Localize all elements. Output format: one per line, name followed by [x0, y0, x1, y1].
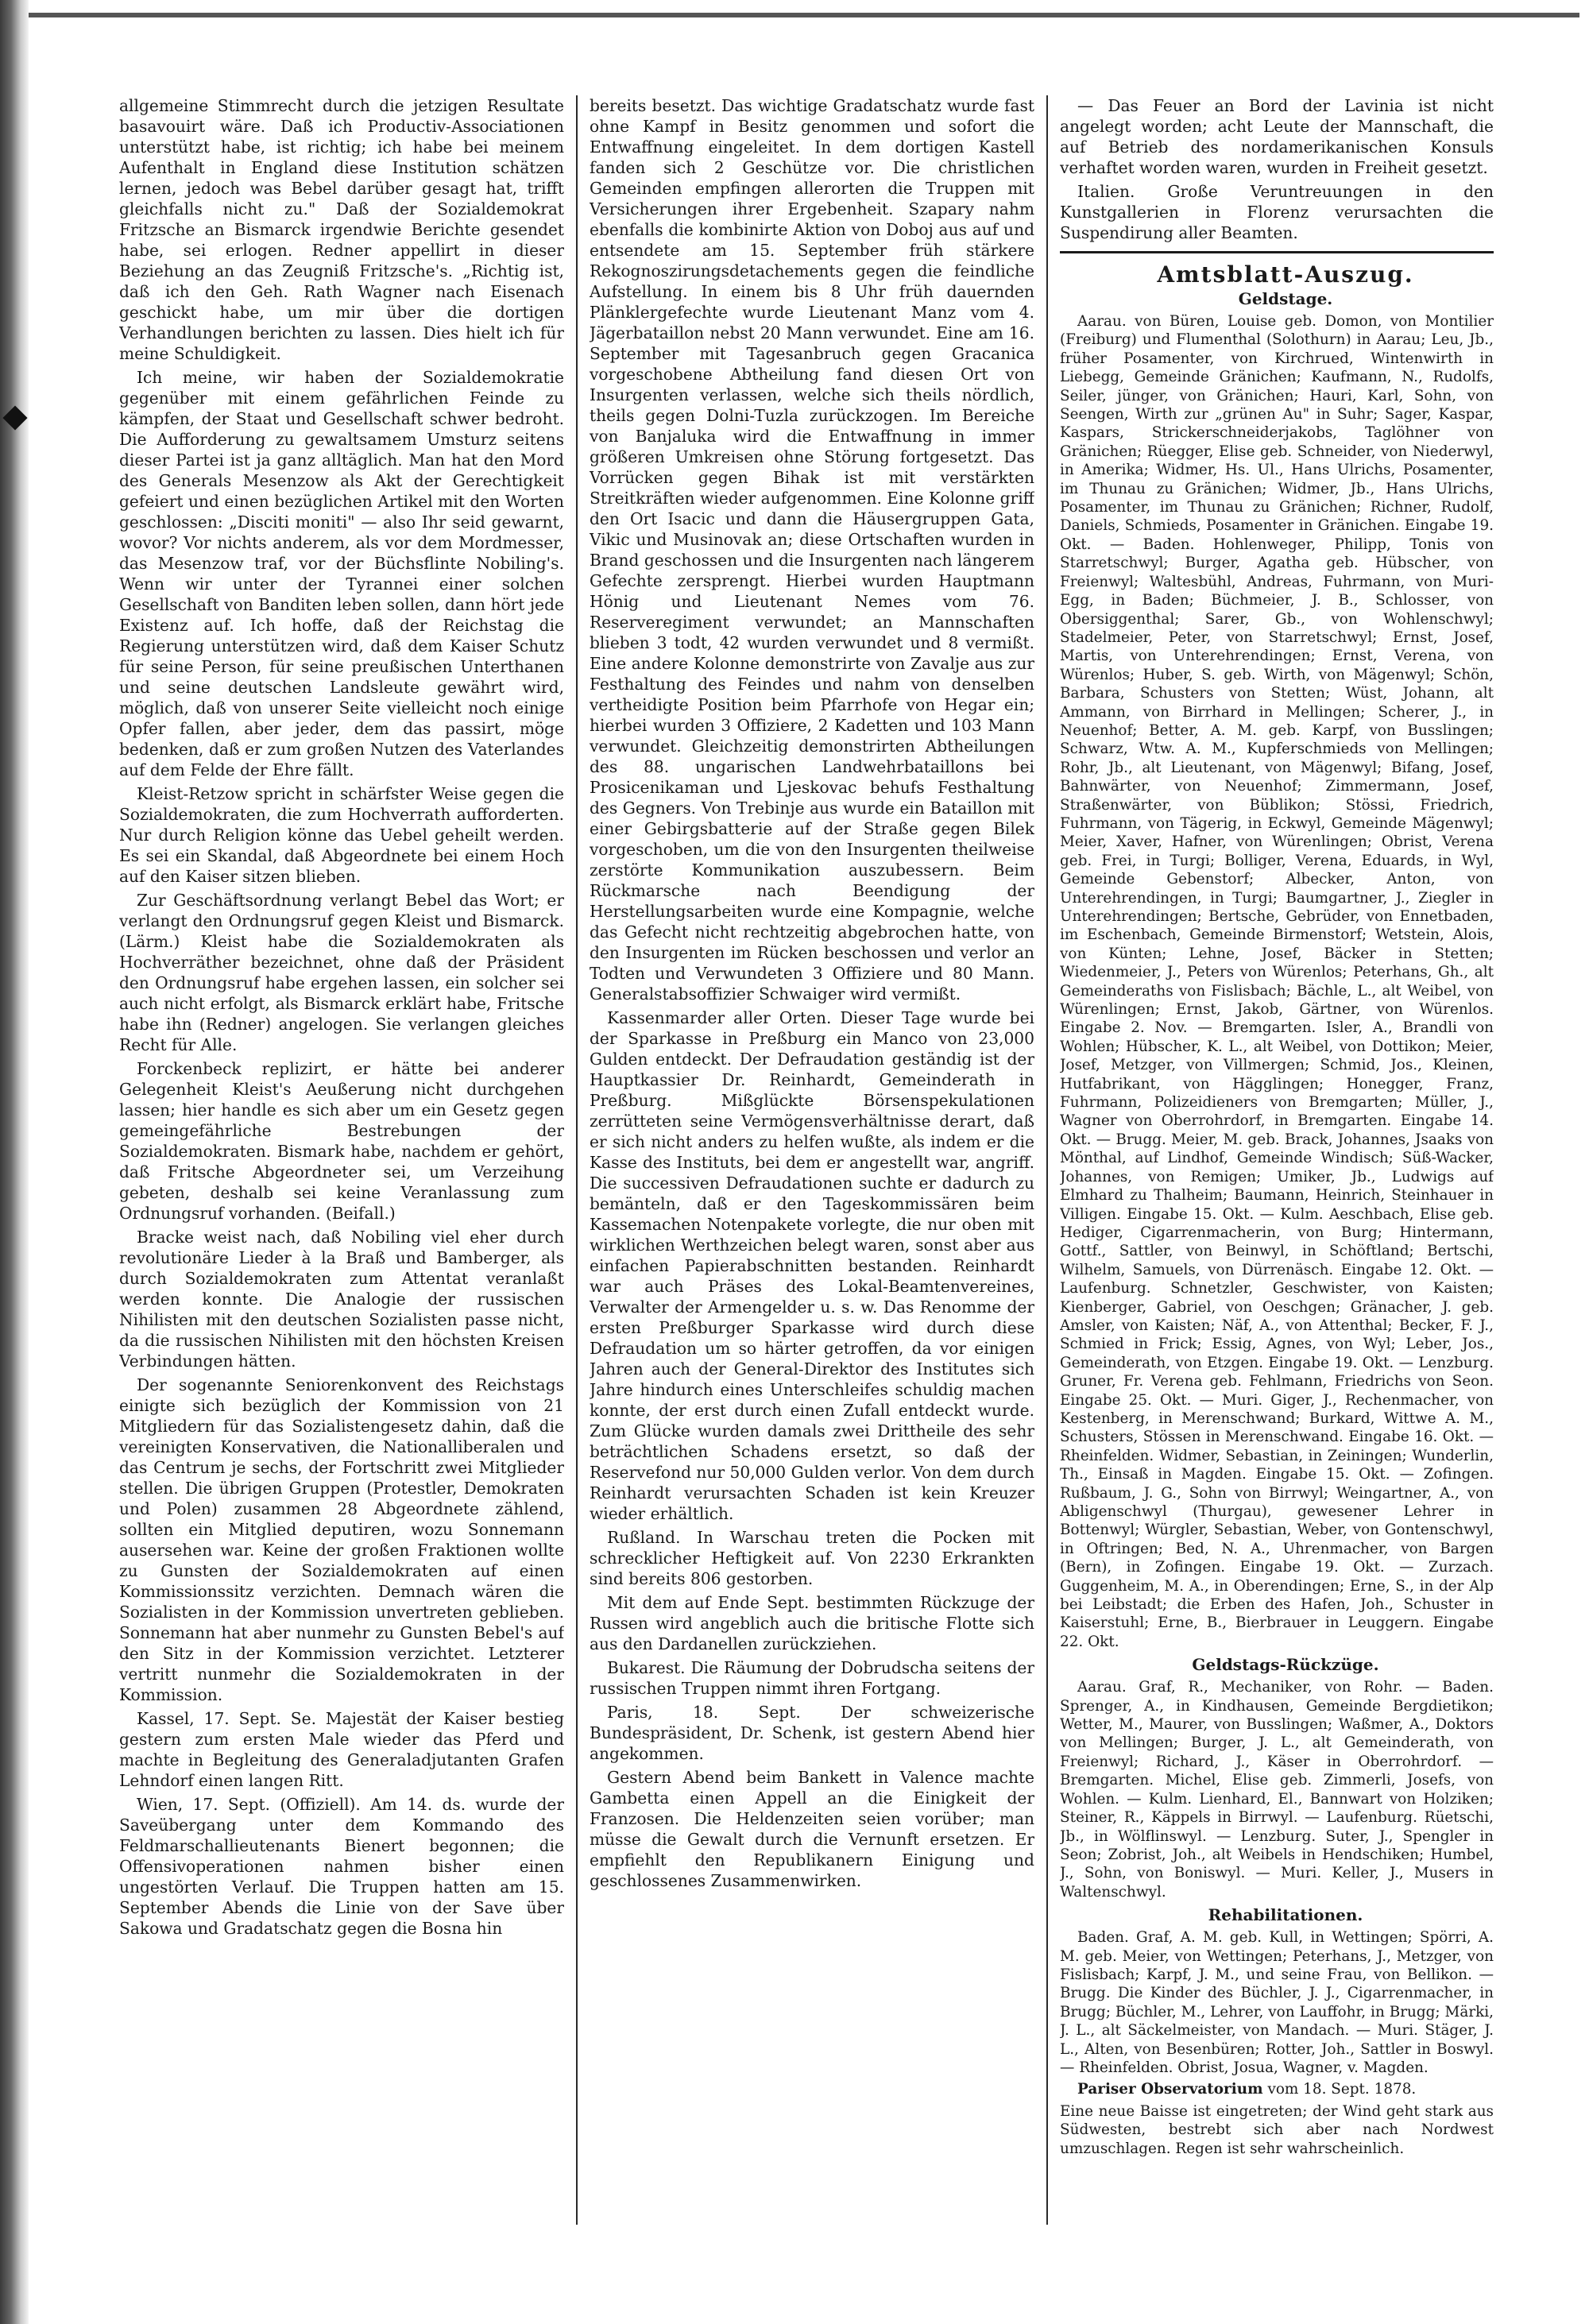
column-divider — [1046, 95, 1048, 2225]
article-paragraph: Kassenmarder aller Orten. Dieser Tage wurde bei der Sparkasse in Preßburg ein Manco von 23,000 Gulden entdeckt. Der Defraudation geständig ist der Hauptkassier Dr. Reinhardt, Gemeinderath in Preßburg. Mißglückte Börsenspekulationen zerrütteten seine Vermögensverhältnisse derart, daß er sich nicht anders zu helfen wußte, als indem er die Kasse des Instituts, bei dem er angestellt war, angriff. Die successiven Defraudationen suchte er dadurch zu bemänteln, daß er den Tageskommissären beim Kassemachen Notenpakete vorlegte, die nur oben mit wirklichen Werthzeichen belegt waren, sonst aber aus einfachen Papierabschnitten bestanden. Reinhardt war auch Präses des Lokal-Beamtenvereines, Verwalter der Armengelder u. s. w. Das Renomme der ersten Preßburger Sparkasse wird durch diese Defraudation um so härter getroffen, da vor einigen Jahren auch der General-Direktor des Institutes sich Jahre hindurch eines Unterschleifes schuldig machen konnte, der erst durch einen Zufall entdeckt wurde. Zum Glücke wurden damals zwei Drittheile des sehr beträchtlichen Schadens ersetzt, so daß der Reservefond nur 50,000 Gulden verlor. Von dem durch Reinhardt verursachten Schaden ist kein Kreuzer wieder erhältlich. — [590, 1008, 1034, 1523]
article-paragraph: Kleist-Retzow spricht in schärfster Weise gegen die Sozialdemokraten, die zum Hochverrath aufforderten. Nur durch Religion könne das Uebel geheilt werden. Es sei ein Skandal, daß Abgeordnete bei einem Hoch auf den Kaiser sitzen blieben. — [119, 784, 564, 886]
amtsblatt-title: Amtsblatt-Auszug. — [1157, 261, 1414, 288]
article-paragraph: Ich meine, wir haben der Sozialdemokratie gegenüber mit einem gefährlichen Feinde zu kämpfen, der Staat und Gesellschaft schwer bedroht. Die Aufforderung zu gewaltsamem Umsturz seitens dieser Partei ist ja ganz alltäglich. Man hat den Mord des Generals Mesenzow als Akt der Gerechtigkeit gefeiert und einen bezüglichen Artikel mit den Worten geschlossen: „Disciti moniti" — also Ihr seid gewarnt, wovor? Vor nichts anderem, als vor dem Mordmesser, das Mesenzow traf, vor der Büchsflinte Nobiling's. Wenn wir unter der Tyrannei einer solchen Gesellschaft von Banditen leben sollen, dann hört jede Existenz auf. Ich hoffe, daß der Reichstag die Regierung unterstützen wird, daß dem Kaiser Schutz für seine Person, für seine preußischen Unterthanen und seine deutschen Landsleute gewährt wird, möglich, daß von unserer Seite vielleicht noch einige Opfer fallen, aber jeder, dem das passirt, möge bedenken, daß er zum großen Nutzen des Vaterlandes auf dem Felde der Ehre fällt. — [119, 368, 564, 779]
article-paragraph: — Das Feuer an Bord der Lavinia ist nicht angelegt worden; acht Leute der Mannschaft, die auf Betrieb des nordamerikanischen Konsuls verhaftet worden waren, wurden in Freiheit gesetzt. — [1060, 96, 1494, 177]
observatory-heading: Pariser Observatorium — [1077, 2081, 1263, 2098]
observatory-text: Eine neue Baisse ist eingetreten; der Wind geht stark aus Südwesten, bestrebt sich aber nach Nordwest umzuschlagen. Regen ist sehr wahrscheinlich. — [1060, 2102, 1494, 2157]
article-paragraph: Der sogenannte Seniorenkonvent des Reichstags einigte sich bezüglich der Kommission von 21 Mitgliedern für das Sozialistengesetz dahin, daß die vereinigten Konservativen, die Nationalliberalen und das Centrum je sechs, der Fortschritt zwei Mitglieder stellen. Die übrigen Gruppen (Protestler, Demokraten und Polen) zusammen 28 Abgeordnete zählend, sollten ein Mitglied deputiren, wozu Sonnemann ausersehen war. Keine der großen Fraktionen wollte zu Gunsten der Sozialdemokraten auf einen Kommissionssitz verzichten. Demnach wären die Sozialisten in der Kommission unvertreten geblieben. Sonnemann hat aber nunmehr zu Gunsten Bebel's auf den Sitz in der Kommission verzichtet. Letzterer vertritt nunmehr die Sozialdemokraten in der Kommission. — [119, 1375, 564, 1704]
article-paragraph: allgemeine Stimmrecht durch die jetzigen Resultate basavouirt wäre. Daß ich Productiv-Associationen unterstützt habe, ist richtig; ich habe bei meinem Aufenthalt in England diese Institution schätzen lernen, jedoch was Bebel darüber gesagt hat, trifft gleichfalls nicht zu." Daß der Sozialdemokrat Fritzsche an Bismarck irgendwie Berichte gesendet habe, sei erlogen. Redner appellirt in dieser Beziehung an das Zeugniß Fritzsche's. „Richtig ist, daß ich den Geh. Rath Wagner nach Eisenach geschickt habe, um mir über die dortigen Verhandlungen berichten zu lassen. Dies hielt ich für meine Schuldigkeit. — [119, 96, 564, 363]
rueckzuege-list: Aarau. Graf, R., Mechaniker, von Rohr. — Baden. Sprenger, A., in Kindhausen, Gemeinde Bergdietikon; Wetter, M., Maurer, von Busslingen; Waßmer, A., Doktors von Mellingen; Burger, J. L., alt Gemeinderath, von Freienwyl; Richard, J., Käser in Oberrohrdorf. — Bremgarten. Michel, Elise geb. Zimmerli, Josefs, von Wohlen. — Kulm. Lienhard, El., Bannwart von Holziken; Steiner, R., Käppels in Birrwyl. — Laufenburg. Rüetschi, Jb., in Wölflinswyl. — Lenzburg. Suter, J., Spengler in Seon; Zobrist, Joh., alt Weibels in Hendschiken; Humbel, J., Sohn, von Boniswyl. — Muri. Keller, J., Musers in Waltenschwyl. — [1060, 1679, 1494, 1901]
article-paragraph: Wien, 17. Sept. (Offiziell). Am 14. ds. wurde der Saveübergang unter dem Kommando des Feldmarschallieutenants Bienert begonnen; die Offensivoperationen nahmen bisher einen ungestörten Verlauf. Die Truppen hatten am 15. September Abends die Linie von der Save über Sakowa und Gradatschatz gegen die Bosna hin — [119, 1795, 564, 1938]
article-paragraph: Gestern Abend beim Bankett in Valence machte Gambetta einen Appell an die Einigkeit der Franzosen. Die Heldenzeiten seien vorüber; man müsse die Gewalt durch die Vernunft ersetzen. Er empfiehlt den Republikanern Einigung und geschlossenes Zusammenwirken. — [590, 1768, 1034, 1890]
article-paragraph: Bukarest. Die Räumung der Dobrudscha seitens der russischen Truppen nimmt ihren Fortgang. — [590, 1658, 1034, 1698]
column-1 — [119, 95, 564, 2296]
article-paragraph: Mit dem auf Ende Sept. bestimmten Rückzuge der Russen wird angeblich auch die britische Flotte sich aus den Dardanellen zurückziehen. — [590, 1593, 1034, 1653]
article-paragraph: bereits besetzt. Das wichtige Gradatschatz wurde fast ohne Kampf in Besitz genommen und sofort die Entwaffnung eingeleitet. In dem dortigen Kastell fanden sich 2 Geschütze vor. Die christlichen Gemeinden empfingen allerorten die Truppen mit Versicherungen ihrer Ergebenheit. Szapary nahm ebenfalls die kombinirte Aktion von Doboj aus auf und entsendete am 15. September früh stärkere Rekognoszirungsdetachements gegen die feindliche Aufstellung. In einem bis 8 Uhr früh dauernden Plänklergefechte wurde Lieutenant Manz vom 4. Jägerbataillon nebst 20 Mann verwundet. Eine am 16. September mit Tagesanbruch gegen Gracanica vorgeschobene Abtheilung fand diesen Ort von Insurgenten verlassen, welche sich theils nördlich, theils gegen Dolni-Tuzla zurückzogen. Im Bereiche von Banjaluka wird die Entwaffnung in immer größeren Umkreisen ohne Störung fortgesetzt. Das Vorrücken gegen Bihak ist mit verstärkten Streitkräften wieder aufgenommen. Eine Kolonne griff den Ort Isacic und dann die Häusergruppen Gata, Vikic und Musinovak an; diese Ortschaften wurden in Brand geschossen und die Insurgenten nach längerem Gefechte zersprengt. Hierbei wurden Hauptmann Hönig und Lieutenant Nemes vom 76. Reserveregiment verwundet; an Mannschaften blieben 3 todt, 42 wurden verwundet und 8 vermißt. Eine andere Kolonne demonstrirte von Zavalje aus zur Festhaltung des Feindes und nahm von denselben vertheidigte Position beim Pfarrhofe von Hegar ein; hierbei wurden 3 Offiziere, 2 Kadetten und 103 Mann verwundet. Gleichzeitig demonstrirten Abtheilungen des 88. ungarischen Landwehrbataillons bei Prosicenikaman und Ljeskovac behufs Festhaltung des Gegners. Von Trebinje aus wurde ein Bataillon mit einer Gebirgsbatterie auf der Straße gegen Bilek vorgeschoben, um die von den Insurgenten theilweise zerstörte Kommunikation auszubessern. Beim Rückmarsche nach Beendigung der Herstellungsarbeiten wurde eine Kompagnie, welche das Gefecht nicht rechtzeitig abgebrochen hatte, von den Insurgenten im Rücken beschossen und verlor an Todten und Verwundeten 3 Offiziere und 80 Mann. Generalstabsoffizier Schwaiger wird vermißt. — [590, 96, 1034, 1003]
geldstage-heading: Geldstage. — [1238, 289, 1333, 308]
article-paragraph: Rußland. In Warschau treten die Pocken mit schrecklicher Heftigkeit auf. Von 2230 Erkrankten sind bereits 806 gestorben. — [590, 1528, 1034, 1588]
section-rule — [1060, 251, 1494, 253]
rehab-heading: Rehabilitationen. — [1208, 1905, 1363, 1925]
binding-mark — [2, 405, 27, 430]
article-paragraph: Zur Geschäftsordnung verlangt Bebel das Wort; er verlangt den Ordnungsruf gegen Kleist und Bismarck. (Lärm.) Kleist habe die Sozialdemokraten als Hochverräther bezeichnet, ohne daß der Präsident den Ordnungsruf habe ergehen lassen, ein solcher sei auch nicht erfolgt, als Bismarck erklärt habe, Fritsche habe ihn (Redner) angelogen. Sie verlangen gleiches Recht für Alle. — [119, 891, 564, 1054]
column-2 — [590, 95, 1034, 2296]
newspaper-page — [119, 95, 1494, 2296]
rueckzuege-heading: Geldstags-Rückzüge. — [1192, 1655, 1379, 1675]
geldstage-list: Aarau. von Büren, Louise geb. Domon, von Montilier (Freiburg) und Flumenthal (Solothurn) in Aarau; Leu, Jb., früher Posamenter, von Kirchrued, Wintenwirth in Liebegg, Gemeinde Gränichen; Kaufmann, N., Rudolfs, Seiler, jünger, von Gränichen; Hauri, Karl, Sohn, von Seengen, Wirth zur „grünen Au" in Suhr; Sager, Kaspar, Kaspars, Strickerschneiderjakobs, Taglöhner von Gränichen; Rüegger, Elise geb. Schneider, von Niederwyl, in Amerika; Widmer, Hs. Ul., Hans Ulrichs, Posamenter, im Thunau zu Gränichen; Widmer, Jb., Hans Ulrichs, Posamenter, im Thunau zu Gränichen; Richner, Rudolf, Daniels, Schmieds, Posamenter in Gränichen. Eingabe 19. Okt. — Baden. Hohlenweger, Philipp, Tonis von Starretschwyl; Burger, Agatha geb. Hübscher, von Freienwyl; Waltesbühl, Andreas, Fuhrmann, von Muri-Egg, in Baden; Büchmeier, J. B., Schlosser, von Obersiggenthal; Sarer, Gb., von Wohlenschwyl; Stadelmeier, Peter, von Starretschwyl; Ernst, Josef, Martis, von Unterehrendingen; Ernst, Verena, von Würenlos; Huber, S. geb. Wirth, von Mägenwyl; Schön, Barbara, Schusters von Stetten; Wüst, Johann, alt Ammann, von Birrhard in Mellingen; Scherer, J., in Neuenhof; Better, A. M. geb. Karpf, von Busslingen; Schwarz, Wtw. A. M., Kupferschmieds von Mellingen; Rohr, Jb., alt Lieutenant, von Mägenwyl; Bifang, Josef, Bahnwärter, von Neuenhof; Zimmermann, Josef, Straßenwärter, von Büblikon; Stössi, Friedrich, Fuhrmann, von Tägerig, in Eckwyl, Gemeinde Mägenwyl; Meier, Xaver, Hafner, von Würenlingen; Obrist, Verena geb. Frei, in Turgi; Bolliger, Verena, Eduards, in Wyl, Gemeinde Gebenstorf; Albecker, Anton, von Unterehrendingen, in Turgi; Baumgartner, J., Ziegler in Unterehrendingen; Bertsche, Gebrüder, von Ennetbaden, im Eschenbach, Gemeinde Birmenstorf; Wetstein, Alois, von Künten; Lehne, Josef, Bäcker in Stetten; Wiedenmeier, J., Peters von Würenlos; Peterhans, Gh., alt Gemeinderaths von Fislisbach; Bächle, L., alt Weibel, von Würenlingen; Ernst, Jakob, Gärtner, von Würenlos. Eingabe 2. Nov. — Bremgarten. Isler, A., Brandli von Wohlen; Hübscher, K. L., alt Weibel, von Dottikon; Meier, Josef, Metzger, von Villmergen; Schmid, Jos., Kleinen, Hutfabrikant, von Hägglingen; Honegger, Franz, Fuhrmann, Polizeidieners von Bremgarten; Müller, J., Wagner von Oberrohrdorf, in Bremgarten. Eingabe 14. Okt. — Brugg. Meier, M. geb. Brack, Johannes, Jsaaks von Mönthal, auf Lindhof, Gemeinde Windisch; Süß-Wacker, Johannes, von Remigen; Umiker, Jb., Ludwigs auf Elmhard zu Thalheim; Baumann, Heinrich, Steinhauer in Villigen. Eingabe 15. Okt. — Kulm. Aeschbach, Elise geb. Hediger, Cigarrenmacherin, von Burg; Hintermann, Gottf., Sattler, von Beinwyl, in Schöftland; Bertschi, Wilhelm, Samuels, von Dürrenäsch. Eingabe 12. Okt. — Laufenburg. Schnetzler, Geschwister, von Kaisten; Kienberger, Gabriel, von Oeschgen; Gränacher, J. geb. Amsler, von Kaisten; Näf, A., von Attenthal; Becker, F. J., Schmied in Frick; Essig, Agnes, von Wyl; Leber, Jos., Gemeinderath, von Etzgen. Eingabe 19. Okt. — Lenzburg. Gruner, Fr. Verena geb. Fehlmann, Friedrichs von Seon. Eingabe 25. Okt. — Muri. Giger, J., Rechenmacher, von Kestenberg, in Merenschwand; Burkard, Wittwe A. M., Schusters, Stössen in Merenschwand. Eingabe 16. Okt. — Rheinfelden. Widmer, Sebastian, in Zeiningen; Wunderlin, Th., Einsaß in Magden. Eingabe 15. Okt. — Zofingen. Rußbaum, J. G., Sohn von Birrwyl; Weingartner, A., von Abligenschwyl (Thurgau), gewesener Lehrer in Bottenwyl; Würgler, Sebastian, Weber, von Gontenschwyl, in Oftringen; Bed, N. A., Uhrenmacher, von Bargen (Bern), in Zofingen. Eingabe 19. Okt. — Zurzach. Guggenheim, M. A., in Oberendingen; Erne, S., in der Alp bei Leibstadt; die Erben des Hafen, Joh., Schuster in Kaiserstuhl; Erne, B., Bierbrauer in Leuggern. Eingabe 22. Okt. — [1060, 313, 1494, 1650]
observatory-header — [1060, 2080, 1494, 2098]
column-divider — [576, 95, 578, 2225]
article-paragraph: Forckenbeck replizirt, er hätte bei anderer Gelegenheit Kleist's Aeußerung nicht durchgehen lassen; hier handle es sich aber um ein Gesetz gegen gemeingefährliche Bestrebungen der Sozialdemokraten. Bismark habe, nachdem er gehört, daß Fritsche Abgeordneter sei, um Verzeihung gebeten, deshalb sei keine Veranlassung zum Ordnungsruf vorhanden. (Beifall.) — [119, 1059, 564, 1223]
scan-edge — [0, 0, 29, 2324]
article-paragraph: Italien. Große Veruntreuungen in den Kunstgallerien in Florenz verursachten die Suspendirung aller Beamten. — [1060, 182, 1494, 242]
observatory-date: vom 18. Sept. 1878. — [1267, 2081, 1417, 2098]
rehab-list: Baden. Graf, A. M. geb. Kull, in Wettingen; Spörri, A. M. geb. Meier, von Wettingen; Peterhans, J., Metzger, von Fislisbach; Karpf, J. M., und seine Frau, von Bellikon. — Brugg. Die Kinder des Büchler, J. J., Cigarrenmacher, in Brugg; Büchler, M., Lehrer, von Lauffohr, in Brugg; Märki, J. L., alt Säckelmeister, von Mandach. — Muri. Stäger, J. L., Alten, von Besenbüren; Rotter, Joh., Sattler in Boswyl. — Rheinfelden. Obrist, Josua, Wagner, v. Magden. — [1060, 1929, 1494, 2076]
article-paragraph: Paris, 18. Sept. Der schweizerische Bundespräsident, Dr. Schenk, ist gestern Abend hier angekommen. — [590, 1703, 1034, 1763]
top-rule — [29, 13, 1579, 17]
article-paragraph: Bracke weist nach, daß Nobiling viel eher durch revolutionäre Lieder à la Braß und Bamberger, als durch Sozialdemokraten zum Attentat veranlaßt werden konnte. Die Analogie der russischen Nihilisten mit den deutschen Sozialisten passe nicht, da die russischen Nihilisten mit den höchsten Kreisen Verbindungen hätten. — [119, 1228, 564, 1371]
article-paragraph: Kassel, 17. Sept. Se. Majestät der Kaiser bestieg gestern zum ersten Male wieder das Pferd und machte in Begleitung des Generaladjutanten Grafen Lehndorf einen langen Ritt. — [119, 1709, 564, 1790]
column-3 — [1060, 95, 1494, 2296]
